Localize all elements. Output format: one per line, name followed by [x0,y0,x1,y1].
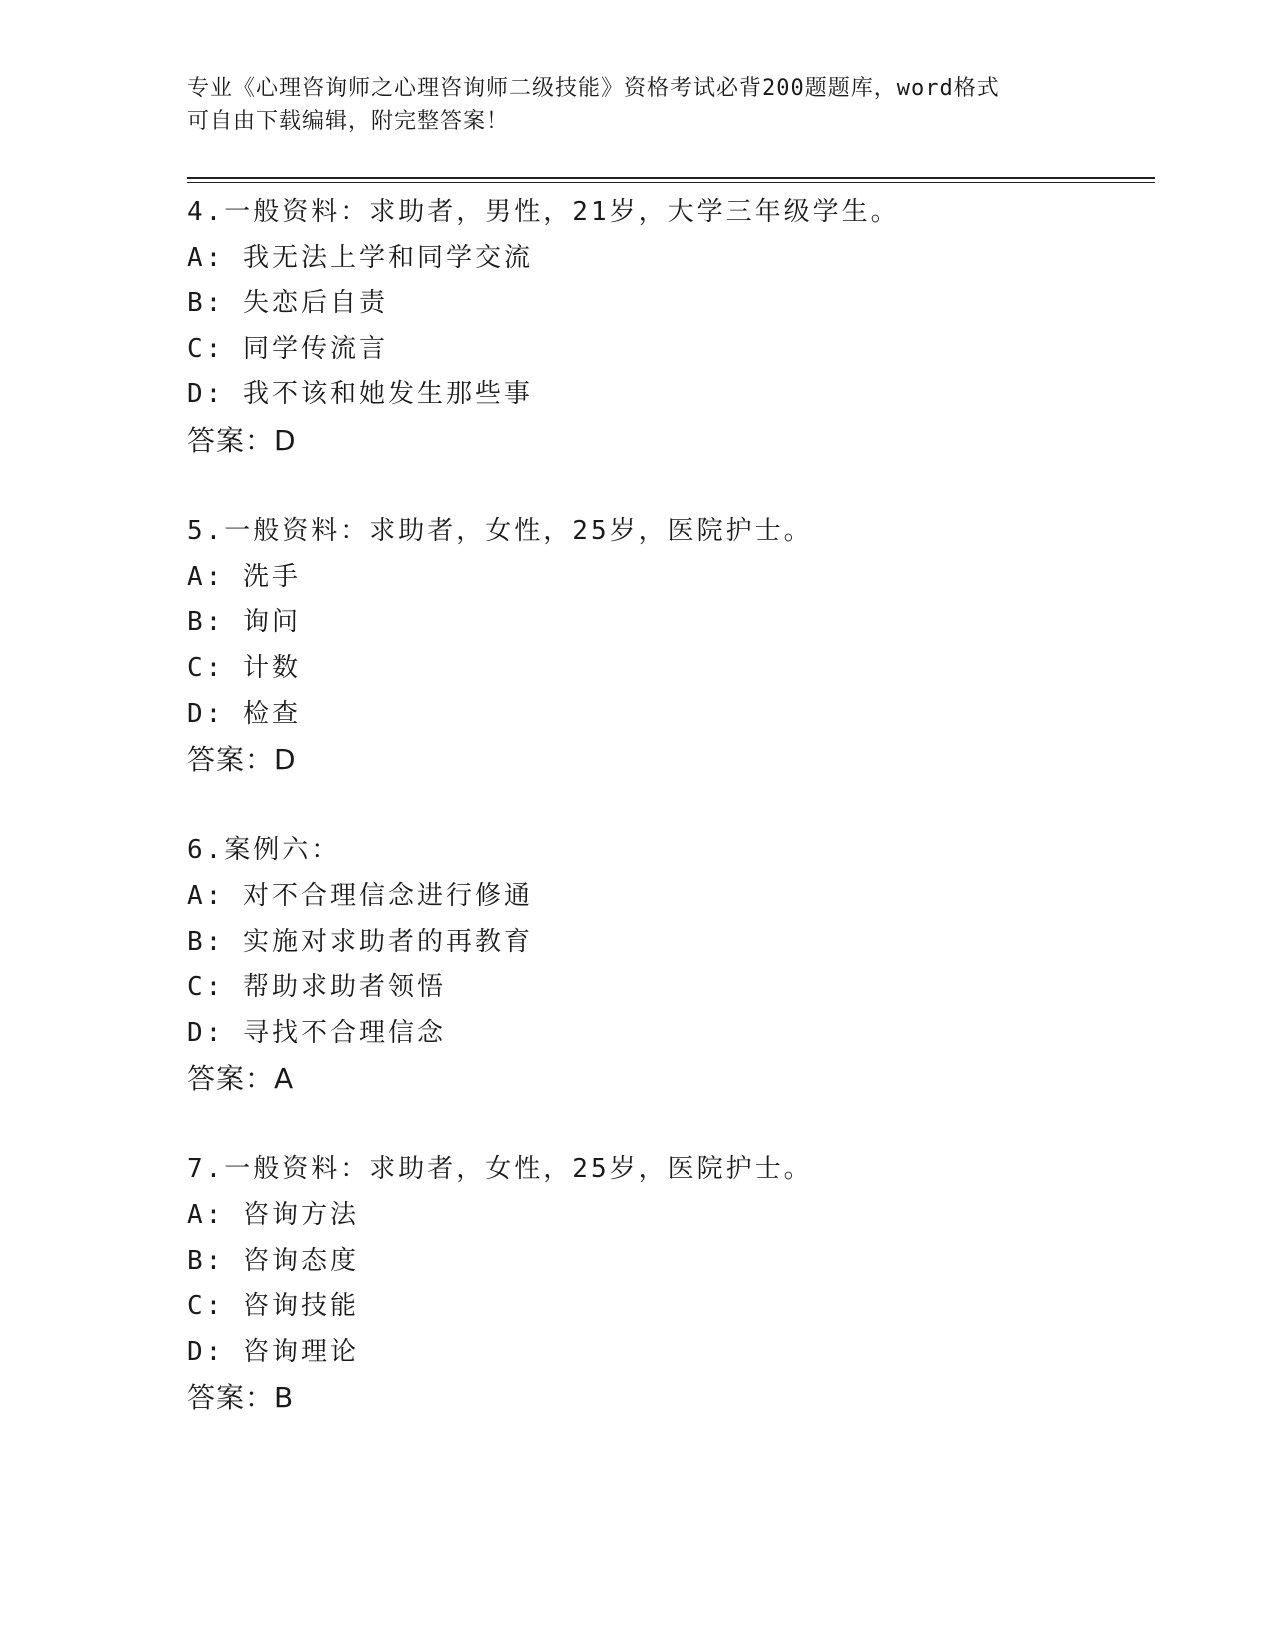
option-c: C: 计数 [187,652,301,683]
answer-label: 答案：D [187,743,297,777]
option-b: B: 失恋后自责 [187,288,388,319]
option-b: B: 咨询态度 [187,1245,359,1276]
option-a: A: 对不合理信念进行修通 [187,880,533,911]
question-spacer [187,464,1147,510]
question-stem: 5.一般资料：求助者，女性，25岁，医院护士。 [187,516,813,547]
header-line-2: 可自由下载编辑，附完整答案！ [187,109,510,134]
option-d: D: 检查 [187,698,301,729]
header-divider-thick [187,177,1155,179]
question-stem: 7.一般资料：求助者，女性，25岁，医院护士。 [187,1154,813,1185]
question-6 [187,828,1147,1147]
question-7 [187,1147,1147,1421]
option-d: D: 我不该和她发生那些事 [187,379,533,410]
option-c: C: 同学传流言 [187,333,388,364]
question-spacer [187,1102,1147,1148]
question-4 [187,190,1147,509]
option-b: B: 询问 [187,607,301,638]
question-5 [187,509,1147,828]
question-spacer [187,783,1147,829]
header-divider-thin [187,182,1155,183]
header-line-1: 专业《心理咨询师之心理咨询师二级技能》资格考试必背200题题库，word格式 [187,76,1000,101]
option-d: D: 寻找不合理信念 [187,1017,446,1048]
option-a: A: 洗手 [187,561,301,592]
option-c: C: 咨询技能 [187,1291,359,1322]
answer-label: 答案：B [187,1381,295,1415]
option-b: B: 实施对求助者的再教育 [187,926,533,957]
option-d: D: 咨询理论 [187,1336,359,1367]
question-stem: 4.一般资料：求助者，男性，21岁，大学三年级学生。 [187,197,900,227]
question-stem: 6.案例六： [187,835,341,866]
document-header [187,72,1087,138]
option-a: A: 咨询方法 [187,1200,359,1231]
option-c: C: 帮助求助者领悟 [187,972,446,1003]
question-list [187,190,1147,1421]
answer-label: 答案：D [187,423,297,457]
answer-label: 答案：A [187,1062,295,1096]
option-a: A: 我无法上学和同学交流 [187,242,533,273]
